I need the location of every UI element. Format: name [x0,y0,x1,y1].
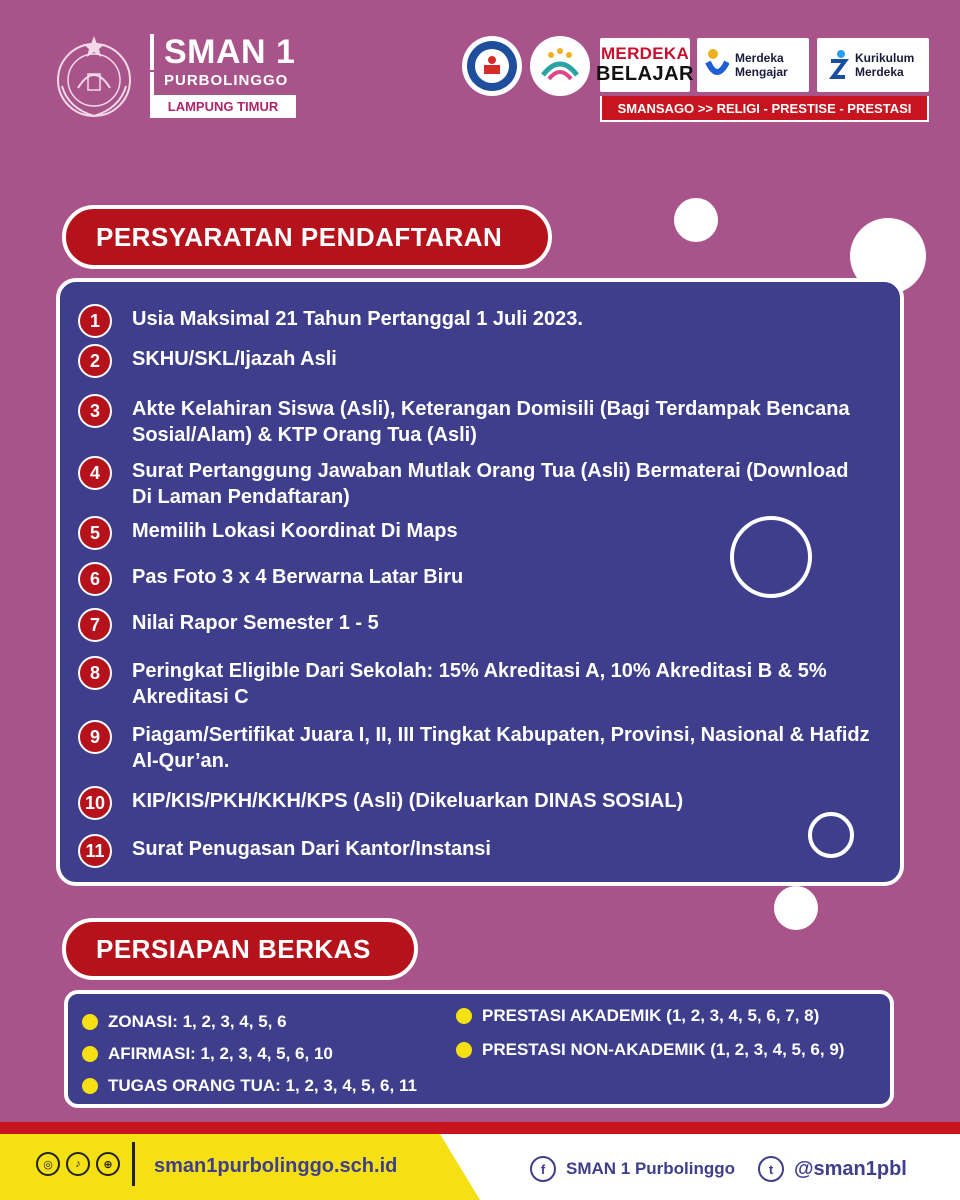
prestasi-non-akademik-text: PRESTASI NON-AKADEMIK (1, 2, 3, 4, 5, 6, 9) [482,1040,845,1059]
afirmasi-text: AFIRMASI: 1, 2, 3, 4, 5, 6, 10 [108,1044,333,1063]
requirements-heading: PERSYARATAN PENDAFTARAN [62,205,552,269]
merdeka-mengajar-line1: Merdeka [735,51,784,65]
merdeka-mengajar-line2: Mengajar [735,65,788,79]
decor-circle-small [674,198,718,242]
merdeka-belajar-line2: BELAJAR [596,63,694,85]
merdeka-mengajar-logo [697,38,809,92]
tiktok-icon[interactable]: ♪ [66,1152,90,1176]
globe-icon[interactable]: ⊕ [96,1152,120,1176]
item-text: Surat Penugasan Dari Kantor/Instansi [132,838,491,860]
item-number-badge: 10 [78,786,112,820]
footer-stripe [0,1122,960,1134]
bullet-dot-icon [456,1008,472,1024]
footer-divider [132,1142,135,1186]
school-name: SMAN 1 [150,34,298,70]
zonasi-text: ZONASI: 1, 2, 3, 4, 5, 6 [108,1012,287,1031]
item-number-badge: 5 [78,516,112,550]
list-item [78,608,872,642]
twitter-icon: t [758,1156,784,1182]
item-text: Nilai Rapor Semester 1 - 5 [132,612,379,634]
website-link[interactable]: sman1purbolinggo.sch.id [154,1155,398,1177]
list-item [78,394,872,448]
merdeka-belajar-logo [596,38,694,92]
list-item [78,834,872,868]
berkas-heading: PERSIAPAN BERKAS [62,918,418,980]
item-text: Pas Foto 3 x 4 Berwarna Latar Biru [132,566,464,588]
list-item [78,656,872,710]
list-item [82,1076,417,1096]
requirements-panel [56,278,904,886]
list-item [456,1006,819,1026]
decor-ring-large [730,516,812,598]
facebook-link[interactable] [530,1156,735,1182]
item-number-badge: 3 [78,394,112,428]
list-item [78,720,872,774]
item-number-badge: 1 [78,304,112,338]
school-city: PURBOLINGGO [150,72,298,95]
decor-ring-small [808,812,854,858]
literasi-logo-icon [462,36,522,96]
instagram-icon[interactable]: ◎ [36,1152,60,1176]
item-text: Piagam/Sertifikat Juara I, II, III Tingkat Kabupaten, Provinsi, Nasional & Hafidz Al-Qur’an. [132,724,870,772]
item-text: KIP/KIS/PKH/KKH/KPS (Asli) (Dikeluarkan DINAS SOSIAL) [132,790,684,812]
item-number-badge: 11 [78,834,112,868]
school-title-block [150,34,298,118]
bullet-dot-icon [456,1042,472,1058]
school-region: LAMPUNG TIMUR [150,95,296,118]
kurikulum-merdeka-logo [817,38,929,92]
merdeka-mengajar-icon [705,48,729,82]
bullet-dot-icon [82,1014,98,1030]
kurikulum-line2: Merdeka [855,65,904,79]
tugas-text: TUGAS ORANG TUA: 1, 2, 3, 4, 5, 6, 11 [108,1076,417,1095]
list-item [78,456,872,510]
item-number-badge: 9 [78,720,112,754]
kurikulum-line1: Kurikulum [855,51,915,65]
kurikulum-merdeka-icon [827,49,849,81]
item-number-badge: 2 [78,344,112,378]
item-text: Peringkat Eligible Dari Sekolah: 15% Akreditasi A, 10% Akreditasi B & 5% Akreditasi C [132,660,827,708]
item-number-badge: 7 [78,608,112,642]
decor-circle-bottom [774,886,818,930]
bullet-dot-icon [82,1046,98,1062]
school-emblem-icon [48,32,140,124]
facebook-label: SMAN 1 Purbolinggo [566,1159,736,1178]
berkas-panel [64,990,894,1108]
item-text: SKHU/SKL/Ijazah Asli [132,348,337,370]
twitter-label: @sman1pbl [794,1157,907,1180]
list-item [78,786,872,820]
list-item [78,304,872,338]
twitter-link[interactable] [758,1156,907,1182]
prestasi-akademik-text: PRESTASI AKADEMIK (1, 2, 3, 4, 5, 6, 7, 8) [482,1006,820,1025]
list-item [78,344,872,378]
item-text: Surat Pertanggung Jawaban Mutlak Orang Tua (Asli) Bermaterai (Download Di Laman Pendaftaran) [132,460,849,508]
tagline-banner: SMANSAGO >> RELIGI - PRESTISE - PRESTASI [600,96,929,122]
list-item [82,1012,287,1032]
social-icons [36,1152,120,1176]
bullet-dot-icon [82,1078,98,1094]
item-text: Memilih Lokasi Koordinat Di Maps [132,520,458,542]
merdeka-belajar-line1: MERDEKA [600,44,690,63]
item-text: Akte Kelahiran Siswa (Asli), Keterangan Domisili (Bagi Terdampak Bencana Sosial/Alam) & KTP Orang Tua (Asli) [132,398,850,446]
item-number-badge: 8 [78,656,112,690]
item-number-badge: 4 [78,456,112,490]
item-number-badge: 6 [78,562,112,596]
list-item [456,1040,844,1060]
item-text: Usia Maksimal 21 Tahun Pertanggal 1 Juli 2023. [132,308,583,330]
list-item [82,1044,333,1064]
facebook-icon: f [530,1156,556,1182]
sekolah-penggerak-logo-icon [530,36,590,96]
